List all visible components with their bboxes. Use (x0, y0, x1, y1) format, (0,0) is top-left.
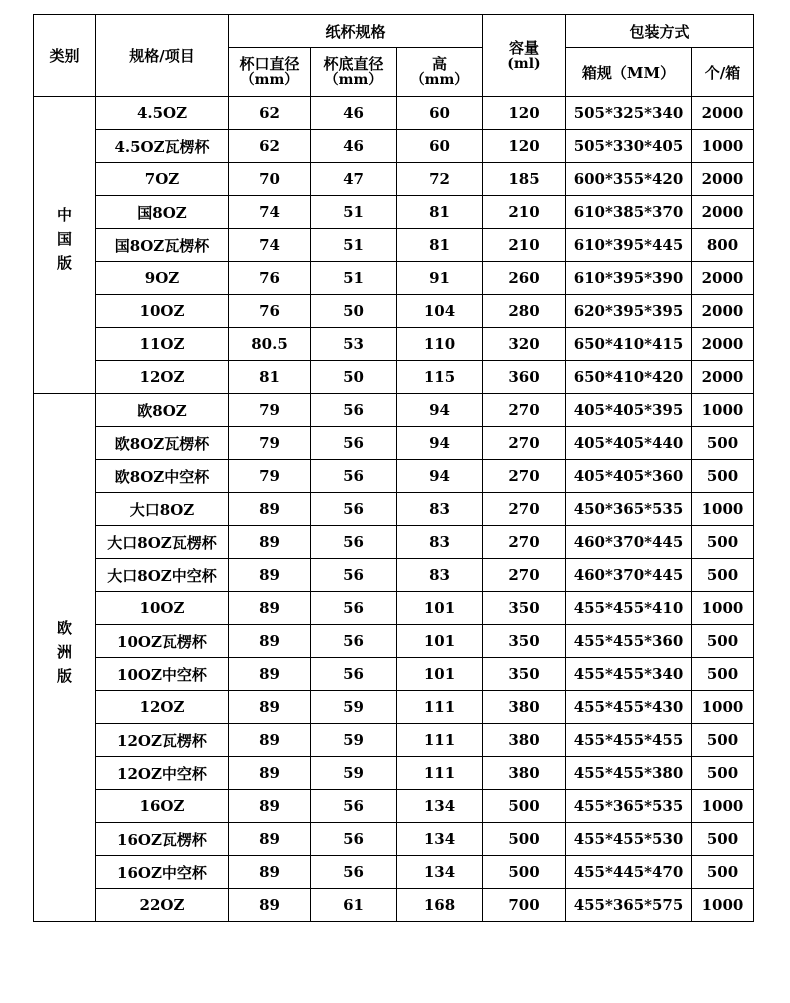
cell-height: 91 (397, 262, 483, 295)
cell-carton-size: 610*385*370 (566, 196, 692, 229)
cell-carton-size: 460*370*445 (566, 526, 692, 559)
cell-carton-size: 455*455*360 (566, 625, 692, 658)
table-row (34, 658, 754, 691)
cell-pcs-per-carton: 500 (692, 526, 754, 559)
cell-pcs-per-carton: 500 (692, 559, 754, 592)
cell-rim-diameter: 89 (229, 592, 311, 625)
cell-capacity: 320 (483, 328, 566, 361)
table-row (34, 460, 754, 493)
cell-rim-diameter: 89 (229, 526, 311, 559)
cell-height: 72 (397, 163, 483, 196)
cell-spec-name: 国8OZ瓦楞杯 (96, 229, 229, 262)
header-capacity-unit: (ml) (507, 55, 541, 72)
table-row (34, 295, 754, 328)
cell-spec-name: 10OZ瓦楞杯 (96, 625, 229, 658)
cell-capacity: 270 (483, 394, 566, 427)
cell-height: 101 (397, 625, 483, 658)
cell-pcs-per-carton: 1000 (692, 493, 754, 526)
cell-bottom-diameter: 51 (311, 262, 397, 295)
cell-spec-name: 大口8OZ (96, 493, 229, 526)
cell-bottom-diameter: 56 (311, 559, 397, 592)
cell-pcs-per-carton: 800 (692, 229, 754, 262)
cell-capacity: 500 (483, 856, 566, 889)
cell-carton-size: 610*395*445 (566, 229, 692, 262)
header-category: 类别 (34, 15, 96, 97)
cell-carton-size: 610*395*390 (566, 262, 692, 295)
table-row (34, 361, 754, 394)
header-bottom-unit: （mm） (324, 72, 383, 89)
cell-pcs-per-carton: 1000 (692, 889, 754, 922)
table-row (34, 229, 754, 262)
cell-bottom-diameter: 47 (311, 163, 397, 196)
cell-carton-size: 455*365*535 (566, 790, 692, 823)
cell-pcs-per-carton: 500 (692, 757, 754, 790)
cell-carton-size: 455*455*380 (566, 757, 692, 790)
cell-carton-size: 455*455*530 (566, 823, 692, 856)
cell-height: 83 (397, 526, 483, 559)
cell-bottom-diameter: 53 (311, 328, 397, 361)
cell-bottom-diameter: 56 (311, 394, 397, 427)
cell-spec-name: 12OZ瓦楞杯 (96, 724, 229, 757)
cell-bottom-diameter: 56 (311, 427, 397, 460)
cell-height: 94 (397, 460, 483, 493)
cell-bottom-diameter: 46 (311, 130, 397, 163)
cell-capacity: 270 (483, 427, 566, 460)
cell-carton-size: 650*410*415 (566, 328, 692, 361)
table-row (34, 757, 754, 790)
cell-pcs-per-carton: 500 (692, 823, 754, 856)
cell-bottom-diameter: 61 (311, 889, 397, 922)
cell-height: 94 (397, 394, 483, 427)
cell-rim-diameter: 89 (229, 625, 311, 658)
cell-spec-name: 欧8OZ瓦楞杯 (96, 427, 229, 460)
cell-carton-size: 455*455*410 (566, 592, 692, 625)
cell-pcs-per-carton: 500 (692, 625, 754, 658)
cell-spec-name: 12OZ中空杯 (96, 757, 229, 790)
cell-rim-diameter: 62 (229, 97, 311, 130)
cell-spec-name: 7OZ (96, 163, 229, 196)
cell-bottom-diameter: 56 (311, 493, 397, 526)
cell-rim-diameter: 76 (229, 295, 311, 328)
table-row (34, 493, 754, 526)
cell-pcs-per-carton: 500 (692, 856, 754, 889)
table-row (34, 196, 754, 229)
cell-height: 168 (397, 889, 483, 922)
cell-spec-name: 10OZ (96, 295, 229, 328)
cell-rim-diameter: 89 (229, 823, 311, 856)
header-bottom-label: 杯底直径 (323, 55, 384, 74)
cell-bottom-diameter: 59 (311, 724, 397, 757)
cell-carton-size: 455*455*455 (566, 724, 692, 757)
cell-capacity: 350 (483, 592, 566, 625)
cell-pcs-per-carton: 2000 (692, 328, 754, 361)
table-row (34, 592, 754, 625)
table-row (34, 790, 754, 823)
cell-bottom-diameter: 51 (311, 196, 397, 229)
cell-height: 104 (397, 295, 483, 328)
cell-spec-name: 大口8OZ瓦楞杯 (96, 526, 229, 559)
header-rim-label: 杯口直径 (239, 55, 300, 74)
cell-bottom-diameter: 56 (311, 790, 397, 823)
cell-spec-name: 16OZ (96, 790, 229, 823)
cell-rim-diameter: 62 (229, 130, 311, 163)
cell-capacity: 380 (483, 757, 566, 790)
cell-capacity: 700 (483, 889, 566, 922)
cell-pcs-per-carton: 500 (692, 658, 754, 691)
table-body (34, 97, 754, 922)
cell-bottom-diameter: 59 (311, 757, 397, 790)
cell-spec-name: 10OZ (96, 592, 229, 625)
category-cell (34, 97, 96, 394)
cell-capacity: 120 (483, 130, 566, 163)
cell-capacity: 280 (483, 295, 566, 328)
cell-pcs-per-carton: 2000 (692, 295, 754, 328)
table-header (34, 15, 754, 97)
cell-height: 83 (397, 493, 483, 526)
cell-spec-name: 12OZ (96, 361, 229, 394)
cell-pcs-per-carton: 2000 (692, 361, 754, 394)
table-row (34, 97, 754, 130)
category-cell (34, 394, 96, 922)
cell-height: 134 (397, 856, 483, 889)
header-height-unit: （mm） (410, 72, 469, 89)
cell-rim-diameter: 89 (229, 658, 311, 691)
cell-spec-name: 9OZ (96, 262, 229, 295)
cell-height: 134 (397, 790, 483, 823)
table-row (34, 427, 754, 460)
cell-carton-size: 455*365*575 (566, 889, 692, 922)
cell-capacity: 270 (483, 460, 566, 493)
header-rim-unit: （mm） (240, 72, 299, 89)
header-packing-group: 包装方式 (566, 15, 754, 48)
header-carton-size: 箱规（MM） (566, 48, 692, 97)
cell-spec-name: 22OZ (96, 889, 229, 922)
cell-height: 115 (397, 361, 483, 394)
cell-carton-size: 405*405*360 (566, 460, 692, 493)
header-height (397, 48, 483, 97)
header-capacity (483, 15, 566, 97)
cell-bottom-diameter: 50 (311, 295, 397, 328)
header-pcs-per-carton: 个/箱 (692, 48, 754, 97)
cell-bottom-diameter: 56 (311, 460, 397, 493)
header-bottom-diameter (311, 48, 397, 97)
cell-height: 134 (397, 823, 483, 856)
cell-rim-diameter: 79 (229, 427, 311, 460)
cell-carton-size: 450*365*535 (566, 493, 692, 526)
cell-spec-name: 大口8OZ中空杯 (96, 559, 229, 592)
cell-height: 101 (397, 658, 483, 691)
cell-pcs-per-carton: 1000 (692, 394, 754, 427)
cell-pcs-per-carton: 1000 (692, 790, 754, 823)
cup-spec-table (33, 14, 754, 922)
category-vertical-label: 中国版 (55, 207, 73, 279)
cell-height: 111 (397, 757, 483, 790)
cell-rim-diameter: 76 (229, 262, 311, 295)
cell-pcs-per-carton: 1000 (692, 691, 754, 724)
cell-height: 83 (397, 559, 483, 592)
cell-carton-size: 460*370*445 (566, 559, 692, 592)
cell-spec-name: 4.5OZ (96, 97, 229, 130)
table-row (34, 823, 754, 856)
cell-capacity: 380 (483, 691, 566, 724)
cell-rim-diameter: 79 (229, 394, 311, 427)
cell-carton-size: 600*355*420 (566, 163, 692, 196)
cell-rim-diameter: 89 (229, 691, 311, 724)
cell-pcs-per-carton: 2000 (692, 163, 754, 196)
cell-pcs-per-carton: 1000 (692, 592, 754, 625)
cell-rim-diameter: 89 (229, 790, 311, 823)
cell-bottom-diameter: 56 (311, 823, 397, 856)
cell-capacity: 270 (483, 559, 566, 592)
table-row (34, 394, 754, 427)
cell-pcs-per-carton: 2000 (692, 262, 754, 295)
table-row (34, 559, 754, 592)
cell-rim-diameter: 70 (229, 163, 311, 196)
table-row (34, 724, 754, 757)
cell-spec-name: 国8OZ (96, 196, 229, 229)
table-row (34, 262, 754, 295)
cell-carton-size: 405*405*440 (566, 427, 692, 460)
table-row (34, 163, 754, 196)
header-rim-diameter (229, 48, 311, 97)
header-spec-item: 规格/项目 (96, 15, 229, 97)
header-height-label: 高 (431, 55, 447, 74)
cell-spec-name: 4.5OZ瓦楞杯 (96, 130, 229, 163)
table-row (34, 889, 754, 922)
cell-capacity: 260 (483, 262, 566, 295)
cell-bottom-diameter: 56 (311, 658, 397, 691)
cell-rim-diameter: 81 (229, 361, 311, 394)
cell-carton-size: 505*325*340 (566, 97, 692, 130)
cell-rim-diameter: 79 (229, 460, 311, 493)
table-row (34, 130, 754, 163)
cell-spec-name: 16OZ中空杯 (96, 856, 229, 889)
cell-spec-name: 欧8OZ中空杯 (96, 460, 229, 493)
cell-height: 101 (397, 592, 483, 625)
cell-rim-diameter: 89 (229, 493, 311, 526)
cell-capacity: 360 (483, 361, 566, 394)
cell-pcs-per-carton: 500 (692, 427, 754, 460)
table-row (34, 691, 754, 724)
cell-spec-name: 16OZ瓦楞杯 (96, 823, 229, 856)
cell-spec-name: 11OZ (96, 328, 229, 361)
cell-rim-diameter: 74 (229, 229, 311, 262)
cell-capacity: 350 (483, 658, 566, 691)
cell-pcs-per-carton: 2000 (692, 196, 754, 229)
cell-capacity: 500 (483, 790, 566, 823)
category-vertical-label: 欧洲版 (55, 619, 73, 692)
cell-rim-diameter: 89 (229, 856, 311, 889)
header-cup-spec-group: 纸杯规格 (229, 15, 483, 48)
cell-bottom-diameter: 56 (311, 592, 397, 625)
cell-carton-size: 455*455*430 (566, 691, 692, 724)
cell-rim-diameter: 89 (229, 559, 311, 592)
cell-carton-size: 620*395*395 (566, 295, 692, 328)
cell-capacity: 350 (483, 625, 566, 658)
cell-pcs-per-carton: 2000 (692, 97, 754, 130)
cell-bottom-diameter: 56 (311, 856, 397, 889)
cell-rim-diameter: 89 (229, 889, 311, 922)
cell-capacity: 270 (483, 493, 566, 526)
cell-height: 110 (397, 328, 483, 361)
cell-spec-name: 10OZ中空杯 (96, 658, 229, 691)
table-row (34, 625, 754, 658)
cell-spec-name: 12OZ (96, 691, 229, 724)
cell-bottom-diameter: 56 (311, 625, 397, 658)
cell-carton-size: 455*445*470 (566, 856, 692, 889)
cell-height: 111 (397, 691, 483, 724)
cell-rim-diameter: 74 (229, 196, 311, 229)
cell-height: 94 (397, 427, 483, 460)
cell-height: 81 (397, 229, 483, 262)
header-capacity-label: 容量 (508, 38, 539, 57)
cell-rim-diameter: 89 (229, 757, 311, 790)
table-row (34, 328, 754, 361)
cell-pcs-per-carton: 500 (692, 724, 754, 757)
cell-capacity: 120 (483, 97, 566, 130)
cell-pcs-per-carton: 500 (692, 460, 754, 493)
cell-capacity: 210 (483, 196, 566, 229)
cell-bottom-diameter: 51 (311, 229, 397, 262)
table-row (34, 856, 754, 889)
cell-carton-size: 405*405*395 (566, 394, 692, 427)
cell-height: 60 (397, 130, 483, 163)
cell-bottom-diameter: 46 (311, 97, 397, 130)
cell-bottom-diameter: 56 (311, 526, 397, 559)
cell-capacity: 185 (483, 163, 566, 196)
cell-capacity: 210 (483, 229, 566, 262)
cell-height: 111 (397, 724, 483, 757)
cell-height: 60 (397, 97, 483, 130)
table-row (34, 526, 754, 559)
cell-rim-diameter: 80.5 (229, 328, 311, 361)
cell-bottom-diameter: 50 (311, 361, 397, 394)
cell-bottom-diameter: 59 (311, 691, 397, 724)
cell-rim-diameter: 89 (229, 724, 311, 757)
cell-spec-name: 欧8OZ (96, 394, 229, 427)
cell-carton-size: 455*455*340 (566, 658, 692, 691)
cell-carton-size: 505*330*405 (566, 130, 692, 163)
cell-capacity: 500 (483, 823, 566, 856)
cell-height: 81 (397, 196, 483, 229)
cell-carton-size: 650*410*420 (566, 361, 692, 394)
cell-pcs-per-carton: 1000 (692, 130, 754, 163)
cell-capacity: 270 (483, 526, 566, 559)
cell-capacity: 380 (483, 724, 566, 757)
header-row-1 (34, 15, 754, 48)
